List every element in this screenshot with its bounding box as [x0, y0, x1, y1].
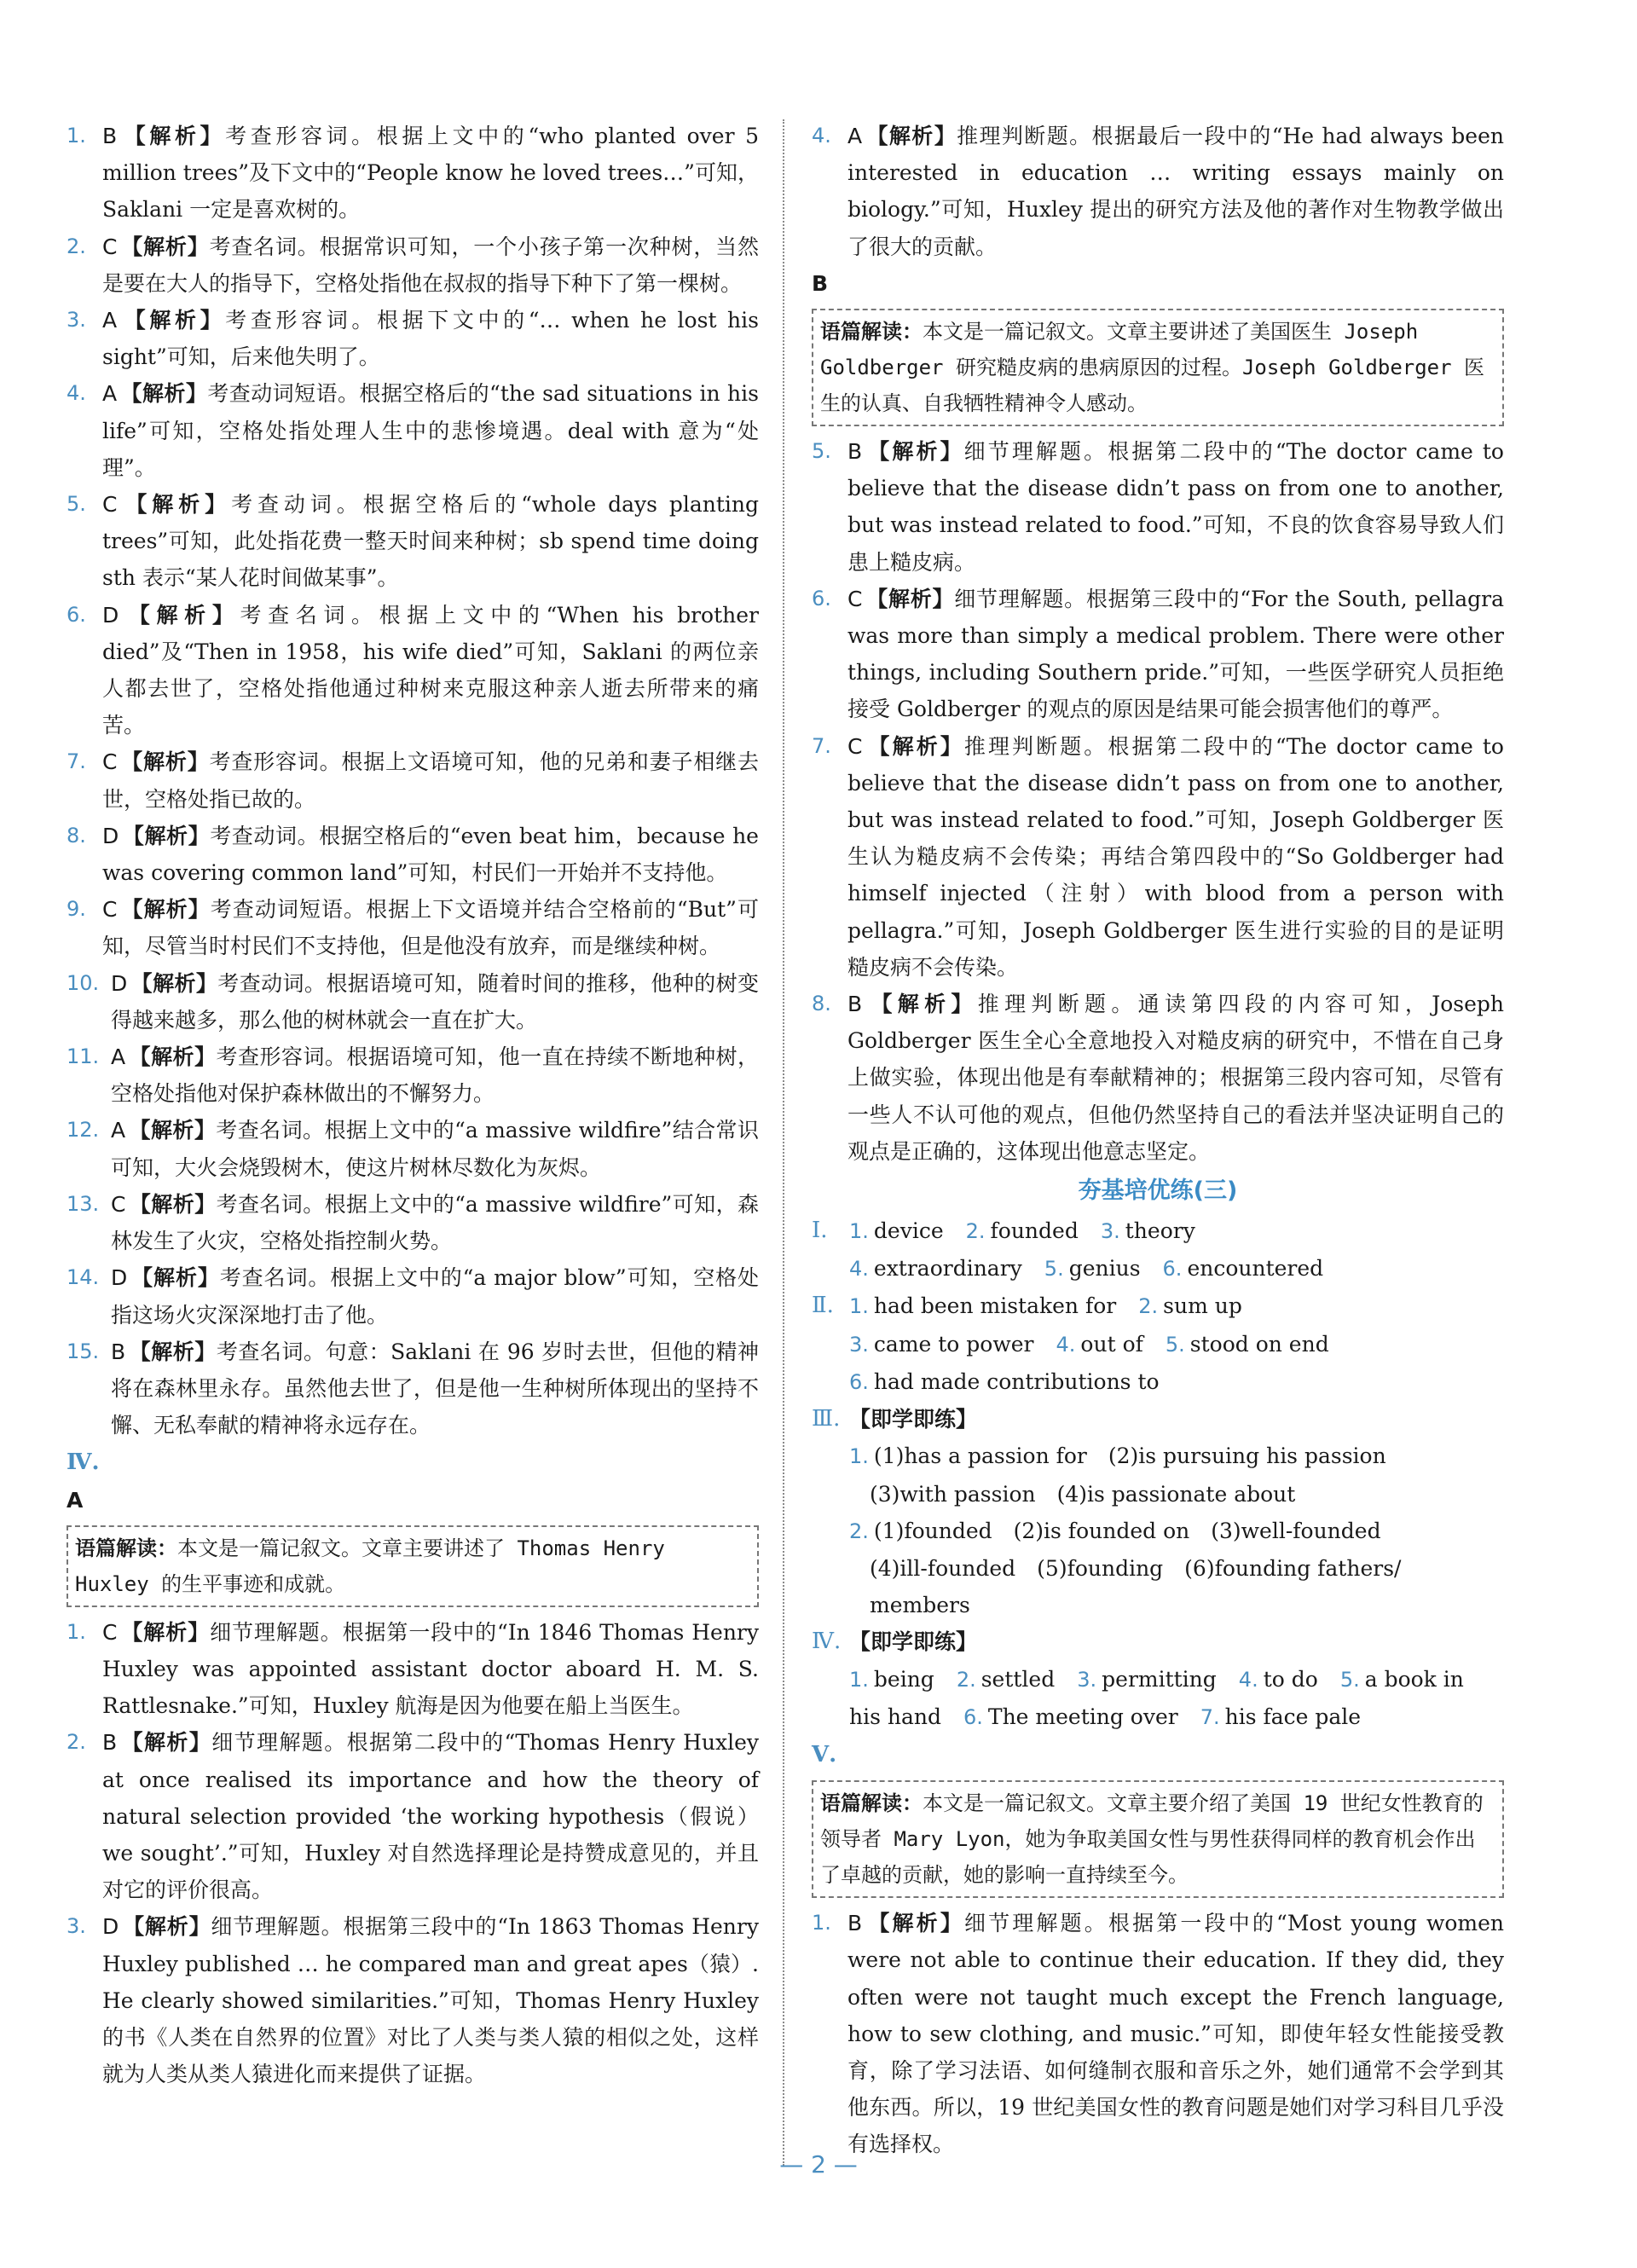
analysis-tag: 【解析】 [122, 602, 240, 628]
analysis-text: 细节理解题。根据第三段中的“For the South, pellagra was more than simply a medical problem. There were other things, including Southern pride.”可知，一些医学研究人员拒绝接受 Goldberger 的观点的原因是结果可能会损害他们的尊严。 [847, 586, 1504, 722]
analysis-text: 考查名词。根据上文中的“a massive wildfire”可知，森林发生了火灾，空格处指控制火势。 [111, 1191, 759, 1254]
analysis-text: 考查形容词。根据语境可知，他一直在持续不断地种树，空格处指他对保护森林做出的不懈努力。 [111, 1044, 759, 1107]
s1-row1 [812, 1212, 1504, 1250]
answer-letter: C [111, 1191, 126, 1217]
answer-letter: B [847, 1911, 863, 1936]
answer-item [67, 597, 759, 744]
answer-item [67, 118, 759, 229]
analysis-tag: 【解析】 [120, 1730, 212, 1756]
section-2-row-1: Ⅱ. 1. had been mistaken for 2. sum up [812, 1287, 1504, 1325]
section-2-row-2 [812, 1326, 1504, 1363]
analysis-tag: 【解析】 [129, 1044, 217, 1070]
answer-item [67, 1908, 759, 2092]
blank-answer: to do [1263, 1666, 1318, 1692]
s3-q2-line2: (4)ill-founded (5)founding (6)founding fathers/ [870, 1555, 1402, 1581]
analysis-tag: 【解析】 [120, 124, 226, 148]
section-2-phrases [812, 1287, 1504, 1401]
answer-item [67, 743, 759, 817]
answer-letter: A [102, 381, 118, 407]
section-roman-4: Ⅳ. [67, 1449, 100, 1476]
analysis-tag: 【解析】 [130, 970, 218, 996]
answer-item [67, 229, 759, 302]
analysis-tag: 【解析】 [129, 1191, 217, 1217]
blank-answer: theory [1125, 1218, 1195, 1244]
answer-letter: B [847, 439, 863, 465]
answer-letter: B [102, 1730, 118, 1756]
analysis-tag: 【解析】 [120, 492, 232, 518]
analysis-tag: 【解析】 [120, 381, 208, 407]
answer-item [67, 1112, 759, 1185]
analysis-text: 考查动词。根据语境可知，随着时间的推移，他种的树变得越来越多，那么他的树林就会一直在扩大。 [111, 970, 759, 1033]
blank-answer: had made contributions to [873, 1368, 1160, 1394]
left-answer-list-a [67, 1614, 759, 2093]
analysis-tag: 【解析】 [129, 1118, 217, 1143]
blank-number: 2. [1138, 1294, 1159, 1319]
blank-answer: stood on end [1189, 1331, 1329, 1357]
answer-letter: D [111, 970, 128, 996]
analysis-text: 考查动词短语。根据上下文语境并结合空格前的“But”可知，尽管当时村民们不支持他，但是他没有放弃，而是继续种树。 [102, 897, 759, 959]
section-2-row-3 [812, 1363, 1504, 1401]
blank-answer: encountered [1187, 1256, 1324, 1282]
answer-item [67, 1334, 759, 1444]
analysis-text: 考查动词。根据空格后的“even beat him，because he was covering common land”可知，村民们一开始并不支持他。 [102, 823, 759, 886]
answer-item [67, 302, 759, 375]
blank-number: 3. [1100, 1219, 1120, 1244]
section-1-row-1: Ⅰ. 1. device 2. founded 3. theory [812, 1212, 1504, 1250]
analysis-tag: 【解析】 [865, 1911, 964, 1936]
answer-letter: C [102, 749, 118, 775]
answer-number: 7. [67, 749, 86, 774]
s2-row3 [812, 1363, 1504, 1401]
answer-letter: D [102, 823, 119, 848]
answer-item [812, 581, 1504, 728]
blank-answer: founded [990, 1218, 1079, 1244]
answer-letter: B [102, 124, 118, 148]
answer-letter: D [102, 602, 119, 628]
right-answer-4 [812, 118, 1504, 265]
answer-letter: A [111, 1044, 126, 1070]
answer-item [812, 728, 1504, 986]
blank-answer: permitting [1102, 1666, 1217, 1692]
blank-answer: came to power [873, 1331, 1034, 1357]
analysis-tag: 【解析】 [865, 733, 964, 759]
answer-number: 8. [812, 992, 831, 1016]
answer-letter: A [111, 1118, 126, 1143]
answer-item [67, 486, 759, 597]
section-roman-5: Ⅴ. [812, 1741, 837, 1768]
answer-item [67, 965, 759, 1039]
analysis-text: 考查动词短语。根据空格后的“the sad situations in his life”可知，空格处指处理人生中的悲惨境遇。deal with 意为“处理”。 [102, 381, 759, 480]
section-4-row-1 [812, 1661, 1504, 1698]
answer-letter: B [111, 1339, 126, 1364]
analysis-text: 考查形容词。根据下文中的“… when he lost his sight”可知，后来他失明了。 [102, 308, 759, 370]
answer-item [67, 1259, 759, 1333]
s2-row2 [812, 1326, 1504, 1363]
section-4-title: Ⅳ. 【即学即练】 [812, 1629, 978, 1655]
analysis-text: 细节理解题。根据第二段中的“Thomas Henry Huxley at once realised its importance and how the theory of natural selection provided ‘the working hypothesis（假说）we sought’.”可知，Huxley 对自然选择理论是持赞成意见的，并且对它的评价很高。 [102, 1730, 759, 1903]
analysis-text: 细节理解题。根据第二段中的“The doctor came to believe that the disease didn’t pass on from one to another, but was instead related to food.”可知，不良的饮食容易导致人们患上糙皮病。 [847, 439, 1504, 575]
answer-number: 4. [67, 381, 86, 406]
analysis-text: 推理判断题。根据第二段中的“The doctor came to believe that the disease didn’t pass on from one to another, but was instead related to food.”可知，Joseph Goldberger 医生认为糙皮病不会传染；再结合第四段中的“So Goldberger had himself injected（注射）with blood from a person with pellagra.”可知，Joseph Goldberger 医生进行实验的目的是证明糙皮病不会传染。 [847, 733, 1504, 980]
analysis-tag: 【解析】 [122, 823, 211, 848]
answer-number: 7. [812, 733, 831, 758]
section-3-title: Ⅲ. 【即学即练】 [812, 1406, 978, 1432]
blank-number: 4. [1238, 1667, 1258, 1692]
answer-letter: D [102, 1914, 119, 1940]
analysis-text: 细节理解题。根据第一段中的“Most young women were not able to continue their education. If they did, they often were not taught much except the French language, how to sew clothing, and music.”可知，即使年轻女性能接受教育，除了学习法语、如何缝制衣服和音乐之外，她们通常不会学到其他东西。所以，19 世纪美国女性的教育问题是她们对学习科目几乎没有选择权。 [847, 1911, 1504, 2157]
analysis-text: 细节理解题。根据第三段中的“In 1863 Thomas Henry Huxley published … he compared man and great apes（猿）. He clearly showed similarities.”可知，Thomas Henry Huxley 的书《人类在自然界的位置》对比了人类与类人猿的相似之处，这样就为人类从类人猿进化而来提供了证据。 [102, 1914, 759, 2087]
analysis-tag: 【解析】 [865, 124, 957, 148]
answer-item [67, 818, 759, 891]
answer-number: 8. [67, 823, 86, 848]
answer-item [67, 1186, 759, 1259]
section-b-label: B [812, 270, 829, 296]
answer-letter: C [847, 586, 863, 611]
answer-item [812, 118, 1504, 265]
section-1-vocab [812, 1212, 1504, 1287]
blank-number: 6. [1162, 1257, 1183, 1282]
s1-row2 [812, 1250, 1504, 1287]
left-answer-list [67, 118, 759, 1444]
right-answer-list-b [812, 433, 1504, 1170]
answer-number: 15. [67, 1339, 100, 1363]
answer-number: 6. [67, 602, 86, 627]
reading-summary-b: 语篇解读：本文是一篇记叙文。文章主要讲述了美国医生 Joseph Goldberger 研究糙皮病的患病原因的过程。Joseph Goldberger 医生的认真、自我牺牲精神令人感动。 [812, 309, 1504, 426]
answer-number: 9. [67, 897, 86, 922]
answer-item [67, 1724, 759, 1908]
answer-number: 2. [67, 234, 86, 258]
answer-number: 3. [67, 308, 86, 333]
section-a-label: A [67, 1487, 84, 1513]
answer-number: 4. [812, 124, 831, 148]
analysis-tag: 【解析】 [865, 439, 964, 465]
answer-letter: C [847, 733, 863, 759]
analysis-tag: 【解析】 [122, 1914, 211, 1940]
blank-number: 3. [849, 1332, 869, 1357]
answer-letter: C [102, 234, 118, 259]
analysis-tag: 【解析】 [120, 897, 211, 923]
section-1-row-2 [812, 1250, 1504, 1287]
blank-answer: had been mistaken for [873, 1293, 1117, 1319]
analysis-text: 考查形容词。根据上文语境可知，他的兄弟和妻子相继去世，空格处指已故的。 [102, 749, 759, 812]
answer-number: 5. [67, 492, 86, 517]
blank-number: 1. [849, 1294, 869, 1319]
blank-answer: a book in [1364, 1666, 1464, 1692]
s2-row1 [812, 1287, 1504, 1325]
analysis-text: 细节理解题。根据第一段中的“In 1846 Thomas Henry Huxley was appointed assistant doctor aboard H. M. S. Rattlesnake.”可知，Huxley 航海是因为他要在船上当医生。 [102, 1619, 759, 1719]
right-column [812, 118, 1504, 2163]
answer-number: 2. [67, 1730, 86, 1755]
blank-number: 4. [1056, 1332, 1076, 1357]
column-divider [783, 119, 784, 2166]
s3-q2-line1: 2. (1)founded (2)is founded on (3)well-founded [849, 1518, 1381, 1543]
analysis-tag: 【解析】 [130, 1265, 220, 1291]
analysis-tag: 【解析】 [120, 1619, 211, 1645]
answer-number: 1. [812, 1911, 831, 1935]
answer-letter: A [102, 308, 118, 333]
answer-item [812, 986, 1504, 1170]
answer-item [67, 375, 759, 486]
analysis-tag: 【解析】 [120, 234, 210, 259]
answer-item [67, 891, 759, 964]
blank-number: 6. [963, 1704, 983, 1729]
blank-answer: sum up [1163, 1293, 1242, 1319]
blank-number: 5. [1165, 1332, 1185, 1357]
blank-number: 2. [965, 1219, 986, 1244]
answer-item [812, 433, 1504, 581]
s3-q1-line2: (3)with passion (4)is passionate about [870, 1481, 1296, 1507]
analysis-text: 考查动词。根据空格后的“whole days planting trees”可知，此处指花费一整天时间来种树；sb spend time doing sth 表示“某人花时间做某事”。 [102, 492, 759, 591]
analysis-tag: 【解析】 [120, 308, 226, 333]
answer-letter: C [102, 897, 118, 923]
analysis-text: 考查名词。句意：Saklani 在 96 岁时去世，但他的精神将在森林里永存。虽然他去世了，但是他一生种树所体现出的坚持不懈、无私奉献的精神将永远存在。 [111, 1339, 759, 1438]
blank-answer: being [873, 1666, 934, 1692]
analysis-text: 考查名词。根据上文中的“a major blow”可知，空格处指这场火灾深深地打击了他。 [111, 1265, 759, 1328]
blank-answer: out of [1080, 1331, 1143, 1357]
exercise-heading: 夯基培优练(三) [1078, 1177, 1238, 1205]
analysis-text: 考查形容词。根据上文中的“who planted over 5 million trees”及下文中的“People know he loved trees…”可知，Saklani 一定是喜欢树的。 [102, 124, 759, 223]
blank-answer: The meeting over [987, 1704, 1178, 1729]
blank-answer: his face pale [1224, 1704, 1362, 1729]
answer-item [812, 1905, 1504, 2162]
answer-letter: C [102, 1619, 118, 1645]
answer-number: 6. [812, 586, 831, 610]
answer-number: 5. [812, 439, 831, 464]
blank-answer: extraordinary [873, 1256, 1022, 1282]
answer-number: 10. [67, 970, 100, 995]
blank-answer: genius [1068, 1256, 1141, 1282]
answer-number: 13. [67, 1191, 100, 1216]
blank-number: 3. [1077, 1667, 1097, 1692]
blank-number: 6. [849, 1369, 869, 1394]
analysis-text: 推理判断题。通读第四段的内容可知，Joseph Goldberger 医生全心全意地投入对糙皮病的研究中，不惜在自己身上做实验，体现出他是有奉献精神的；根据第三段内容可知，尽管有一些人不认可他的观点，但他仍然坚持自己的看法并坚决证明自己的观点是正确的，这体现出他意志坚定。 [847, 992, 1504, 1164]
answer-letter: C [102, 492, 118, 518]
section-3-practice [812, 1401, 1504, 1623]
blank-number: 4. [849, 1257, 869, 1282]
answer-number: 12. [67, 1118, 100, 1143]
section-4-row-2 [812, 1698, 1504, 1736]
reading-summary-a: 语篇解读：本文是一篇记叙文。文章主要讲述了 Thomas Henry Huxley 的生平事迹和成就。 [67, 1525, 759, 1607]
answer-letter: B [847, 992, 863, 1017]
analysis-text: 考查名词。根据上文中的“When his brother died”及“Then in 1958，his wife died”可知，Saklani 的两位亲人都去世了，空格处指他通过种树来克服这种亲人逝去所带来的痛苦。 [102, 602, 759, 738]
analysis-tag: 【解析】 [129, 1339, 217, 1364]
answer-number: 14. [67, 1265, 100, 1290]
blank-answer: device [873, 1218, 944, 1244]
reading-summary-v: 语篇解读：本文是一篇记叙文。文章主要介绍了美国 19 世纪女性教育的领导者 Mary Lyon，她为争取美国女性与男性获得同样的教育机会作出了卓越的贡献，她的影响一直持续至今。 [812, 1780, 1504, 1898]
blank-number: 7. [1200, 1704, 1220, 1729]
analysis-tag: 【解析】 [865, 586, 955, 611]
analysis-text: 考查名词。根据上文中的“a massive wildfire”结合常识可知，大火会烧毁树木，使这片树林尽数化为灰烬。 [111, 1118, 759, 1180]
section-5-reading [812, 1736, 1504, 2163]
s3-q2-line3: members [870, 1593, 970, 1618]
blank-number: 1. [849, 1219, 869, 1244]
answer-item [67, 1039, 759, 1112]
answer-letter: D [111, 1265, 128, 1291]
left-column [67, 118, 759, 2092]
answer-number: 1. [67, 124, 86, 148]
answer-number: 1. [67, 1619, 86, 1644]
answer-number: 3. [67, 1914, 86, 1939]
analysis-tag: 【解析】 [865, 992, 978, 1017]
section-4-practice [812, 1623, 1504, 1736]
analysis-tag: 【解析】 [120, 749, 210, 775]
analysis-text: 考查名词。根据常识可知，一个小孩子第一次种树，当然是要在大人的指导下，空格处指他在叔叔的指导下种下了第一棵树。 [102, 234, 759, 296]
answer-item [67, 1614, 759, 1725]
blank-number: 2. [956, 1667, 976, 1692]
s4-row2: his hand 6. The meeting over 7. his face pale [849, 1704, 1362, 1729]
blank-answer: settled [980, 1666, 1056, 1692]
s4-row1 [812, 1661, 1504, 1698]
blank-number: 5. [1044, 1257, 1064, 1282]
blank-number: 5. [1339, 1667, 1360, 1692]
analysis-text: 推理判断题。根据最后一段中的“He had always been interested in education … writing essays mainly on biology.”可知，Huxley 提出的研究方法及他的著作对生物教学做出了很大的贡献。 [847, 124, 1504, 259]
s3-q1-line1: 1. (1)has a passion for (2)is pursuing his passion [849, 1444, 1386, 1469]
answer-letter: A [847, 124, 863, 148]
right-answer-v-1 [812, 1905, 1504, 2162]
answer-number: 11. [67, 1044, 100, 1069]
page-number: — 2 — [779, 2150, 858, 2178]
blank-number: 1. [849, 1667, 869, 1692]
